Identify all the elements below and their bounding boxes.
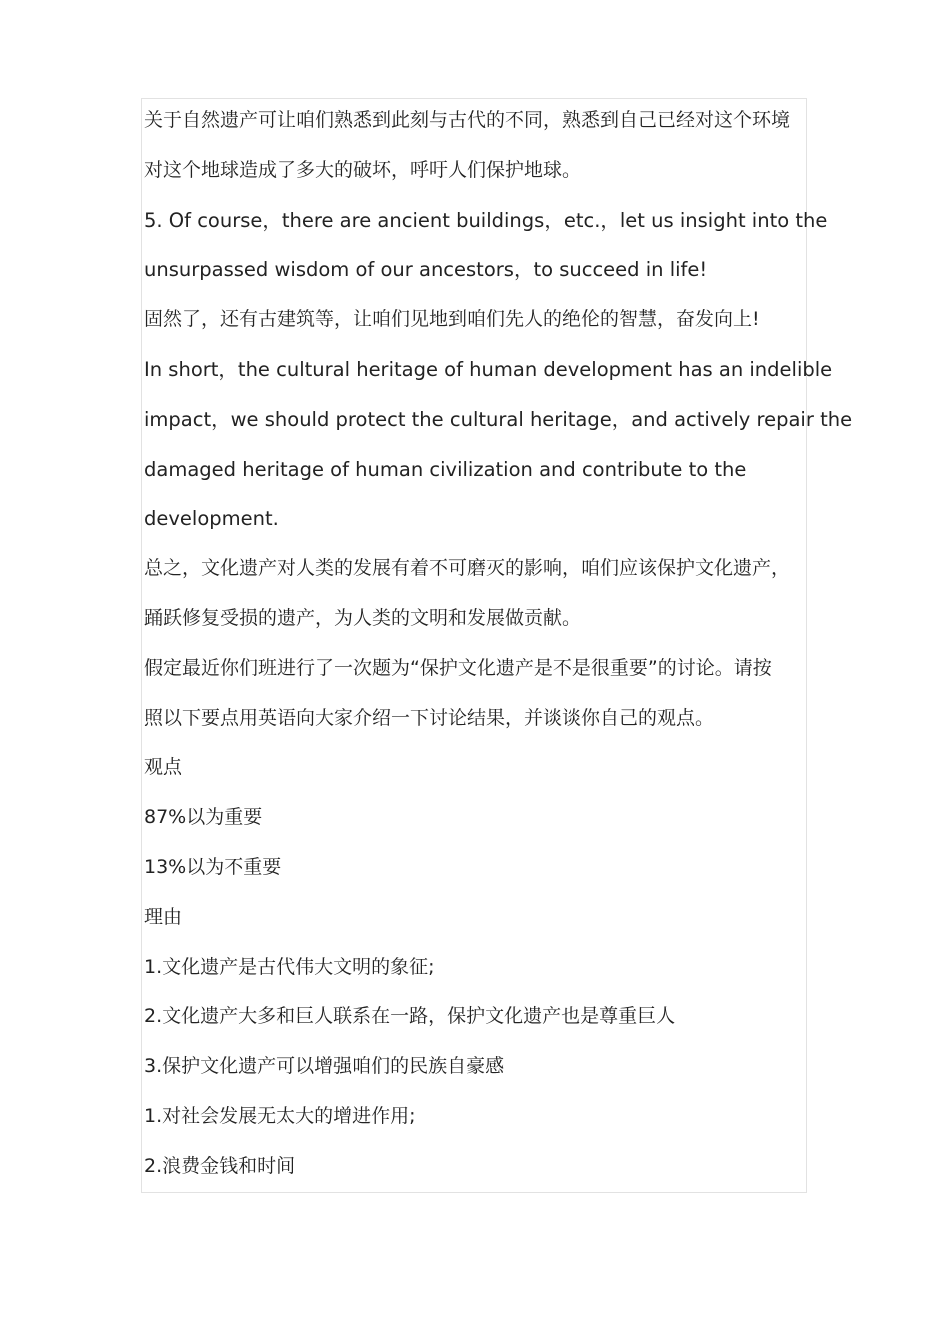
text-line-summary-zh-2: 踊跃修复受损的遗产，为人类的文明和发展做贡献。 bbox=[144, 606, 582, 629]
reason-item-3: 3.保护文化遗产可以增强咱们的民族自豪感 bbox=[144, 1055, 505, 1078]
viewpoint-important: 87%以为重要 bbox=[144, 806, 263, 829]
viewpoint-not-important: 13%以为不重要 bbox=[144, 855, 282, 878]
heading-viewpoints: 观点 bbox=[144, 756, 183, 779]
heading-reasons: 理由 bbox=[144, 905, 183, 928]
text-line-natural-heritage-1: 关于自然遗产可让咱们熟悉到此刻与古代的不同，熟悉到自己已经对这个环境 bbox=[144, 109, 791, 131]
text-line-task-prompt-1: 假定最近你们班进行了一次题为“保护文化遗产是不是很重要”的讨论。请按 bbox=[144, 656, 772, 679]
text-line-ancient-buildings-zh: 固然了，还有古建筑等，让咱们见地到咱们先人的绝伦的智慧，奋发向上! bbox=[144, 308, 760, 331]
text-line-en-in-short-3: damaged heritage of human civilization and contribute to the bbox=[144, 457, 747, 481]
text-line-en-in-short-1: In short，the cultural heritage of human development has an indelible bbox=[144, 357, 833, 381]
text-line-summary-zh-1: 总之，文化遗产对人类的发展有着不可磨灭的影响，咱们应该保护文化遗产， bbox=[144, 557, 791, 580]
text-line-en-in-short-4: development. bbox=[144, 507, 279, 531]
document-body bbox=[144, 96, 853, 1192]
text-line-en-in-short-2: impact，we should protect the cultural heritage，and actively repair the bbox=[144, 407, 853, 431]
counter-reason-item-2: 2.浪费金钱和时间 bbox=[144, 1154, 296, 1177]
text-line-natural-heritage-2: 对这个地球造成了多大的破坏，呼吁人们保护地球。 bbox=[144, 158, 582, 181]
reason-item-1: 1.文化遗产是古代伟大文明的象征; bbox=[144, 955, 435, 978]
reason-item-2: 2.文化遗产大多和巨人联系在一路，保护文化遗产也是尊重巨人 bbox=[144, 1005, 676, 1028]
text-line-en-ancient-buildings-2: unsurpassed wisdom of our ancestors，to succeed in life! bbox=[144, 258, 708, 282]
text-line-task-prompt-2: 照以下要点用英语向大家介绍一下讨论结果，并谈谈你自己的观点。 bbox=[144, 706, 715, 729]
text-line-en-ancient-buildings-1: 5. Of course，there are ancient buildings，etc.，let us insight into the bbox=[144, 208, 828, 232]
counter-reason-item-1: 1.对社会发展无太大的增进作用; bbox=[144, 1104, 416, 1127]
